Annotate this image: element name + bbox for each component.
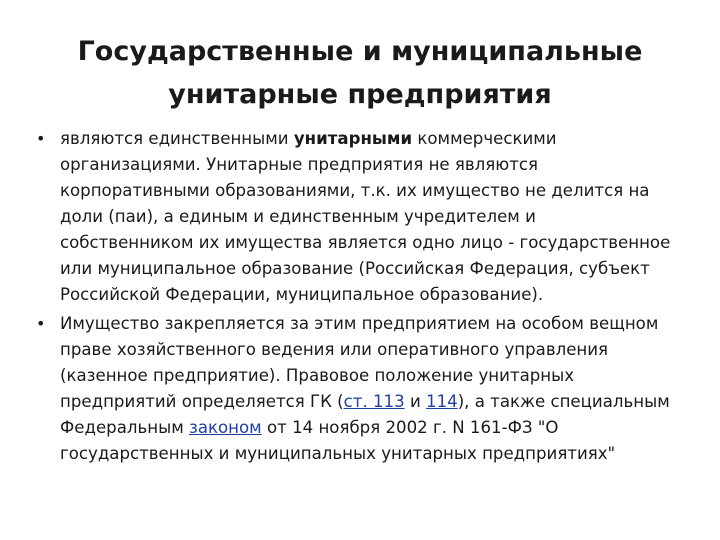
text-line: государственных и муниципальных унитарных предприятиях" [60, 444, 616, 463]
bullet-item-1 [34, 126, 694, 308]
text-fragment: ), а также специальным [457, 392, 670, 411]
bullet-marker: • [36, 129, 46, 148]
link-article-113[interactable]: ст. 113 [343, 392, 405, 411]
text-line [60, 415, 694, 441]
text-line [60, 389, 694, 415]
text-line: Российской Федерации, муниципальное образование). [60, 285, 544, 304]
slide-title [40, 30, 680, 116]
text-fragment: предприятий определяется ГК ( [60, 392, 344, 411]
text-line: организациями. Унитарные предприятия не являются [60, 155, 539, 174]
bullet-list [34, 126, 694, 470]
text-line: Имущество закрепляется за этим предприятием на особом вещном [60, 314, 659, 333]
text-line: праве хозяйственного ведения или оперативного управления [60, 340, 609, 359]
bold-term: унитарными [293, 129, 413, 148]
text-fragment: являются единственными [60, 129, 294, 148]
text-fragment: и [404, 392, 427, 411]
link-law[interactable]: законом [189, 418, 262, 437]
text-line: собственником их имущества является одно лицо - государственное [60, 233, 671, 252]
text-fragment: коммерческими [412, 129, 557, 148]
bullet-item-2 [34, 311, 694, 467]
text-line: доли (паи), а единым и единственным учредителем и [60, 207, 536, 226]
text-fragment: от 14 ноября 2002 г. N 161-ФЗ "О [261, 418, 559, 437]
text-fragment: Федеральным [60, 418, 190, 437]
title-line-1: Государственные и муниципальные [77, 36, 643, 67]
text-line: или муниципальное образование (Российская Федерация, субъект [60, 259, 650, 278]
bullet-marker: • [36, 314, 46, 333]
text-line: (казенное предприятие). Правовое положение унитарных [60, 366, 575, 385]
text-line: корпоративными образованиями, т.к. их имущество не делится на [60, 181, 650, 200]
text-line [60, 126, 694, 152]
link-article-114[interactable]: 114 [426, 392, 458, 411]
title-line-2: унитарные предприятия [168, 79, 552, 110]
